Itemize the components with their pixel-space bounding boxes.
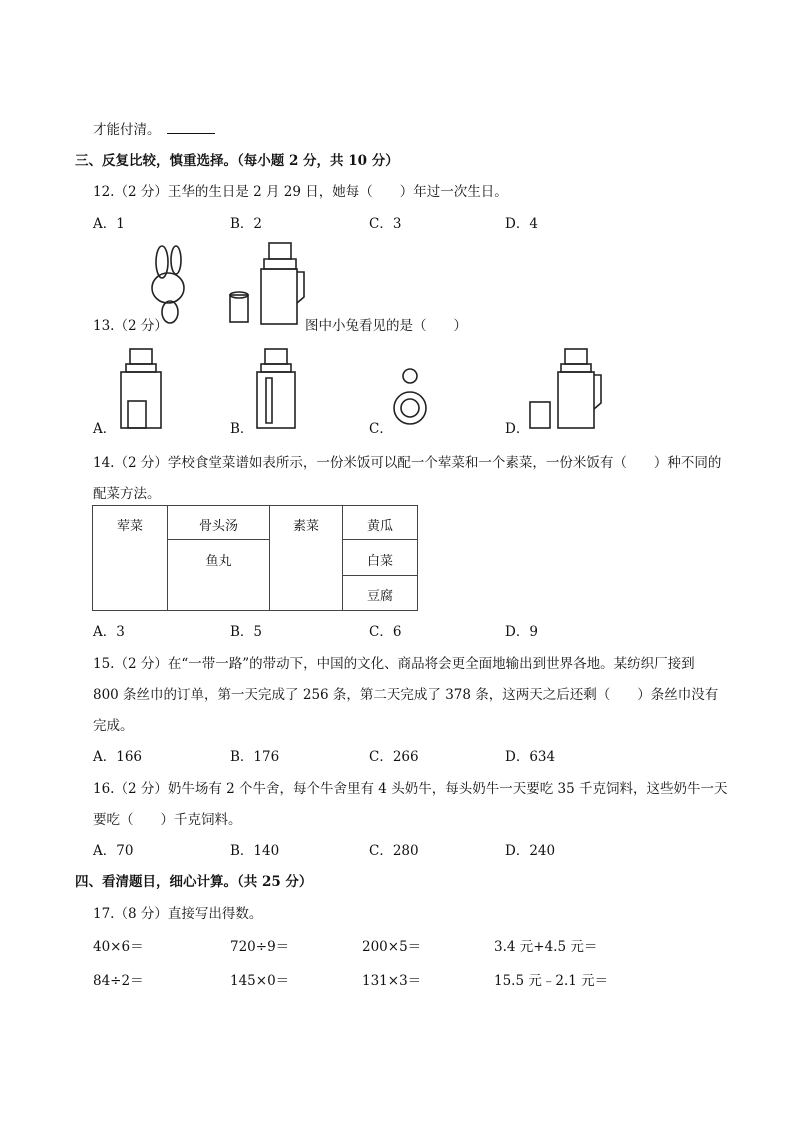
q16-option-c[interactable]: C．280	[369, 843, 419, 859]
q17-item: 3.4 元+4.5 元＝	[494, 939, 598, 955]
q15-option-a[interactable]: A．166	[93, 749, 143, 765]
q17-item: 15.5 元﹣2.1 元＝	[494, 973, 609, 989]
q17-item: 131×3＝	[362, 973, 422, 989]
q12-option-b[interactable]: B．2	[230, 216, 263, 232]
section-3-title: 三、反复比较，慎重选择。（每小题 2 分，共 10 分）	[75, 153, 399, 169]
q17-item: 200×5＝	[362, 939, 422, 955]
q14-text-line1: 14.（2 分）学校食堂菜谱如表所示，一份米饭可以配一个荤菜和一个素菜，一份米饭有（ ）种不同的	[93, 455, 722, 471]
q13-label: 13.（2 分）	[93, 318, 168, 334]
veg-header: 素菜	[270, 506, 343, 611]
q16-option-a[interactable]: A．70	[93, 843, 134, 859]
q15-option-d[interactable]: D．634	[505, 749, 556, 765]
meat-header: 荤菜	[93, 506, 168, 611]
rabbit-icon	[152, 246, 184, 323]
q14-option-b[interactable]: B．5	[230, 624, 263, 640]
q15-text-line3: 完成。	[93, 718, 134, 734]
q15-option-c[interactable]: C．266	[369, 749, 419, 765]
q17-item: 720÷9＝	[230, 939, 290, 955]
q13-option-d[interactable]: D．	[505, 421, 530, 437]
q17-item: 145×0＝	[230, 973, 290, 989]
q15-text-line2: 800 条丝巾的订单，第一天完成了 256 条，第二天完成了 378 条，这两天之后还剩（ ）条丝巾没有	[93, 687, 719, 703]
q14-option-c[interactable]: C．6	[369, 624, 402, 640]
q13-option-a[interactable]: A．	[93, 421, 117, 437]
veg-item: 豆腐	[343, 576, 418, 611]
q17-text: 17.（8 分）直接写出得数。	[93, 906, 263, 922]
q17-item: 84÷2＝	[93, 973, 144, 989]
carryover-line	[93, 118, 215, 138]
q12-option-c[interactable]: C．3	[369, 216, 402, 232]
q14-option-a[interactable]: A．3	[93, 624, 125, 640]
q13-option-a-figure[interactable]	[118, 346, 168, 431]
menu-table	[92, 505, 418, 611]
q13-option-c[interactable]: C．	[369, 421, 393, 437]
q13-option-b[interactable]: B．	[230, 421, 254, 437]
q16-option-b[interactable]: B．140	[230, 843, 280, 859]
thermos-icon	[261, 243, 304, 324]
section-4-title: 四、看清题目，细心计算。（共 25 分）	[75, 874, 313, 890]
q16-text-line1: 16.（2 分）奶牛场有 2 个牛舍，每个牛舍里有 4 头奶牛，每头奶牛一天要吃 35 千克饲料，这些奶牛一天	[93, 781, 728, 797]
cup-icon	[230, 292, 248, 322]
veg-item: 白菜	[343, 540, 418, 576]
q13-option-c-figure[interactable]	[390, 362, 435, 432]
q14-text-line2: 配菜方法。	[93, 486, 161, 502]
q16-option-d[interactable]: D．240	[505, 843, 556, 859]
q13-option-d-figure[interactable]	[527, 346, 607, 431]
q15-text-line1: 15.（2 分）在“一带一路”的带动下，中国的文化、商品将会更全面地输出到世界各地。某纺织厂接到	[93, 656, 695, 672]
q15-option-b[interactable]: B．176	[230, 749, 280, 765]
meat-item: 骨头汤	[168, 506, 270, 540]
carryover-text: 才能付清。	[93, 122, 161, 138]
q12-option-d[interactable]: D．4	[505, 216, 538, 232]
q13-option-b-figure[interactable]	[252, 346, 302, 431]
q12-option-a[interactable]: A．1	[93, 216, 125, 232]
q17-item: 40×6＝	[93, 939, 144, 955]
q13-text: 图中小兔看见的是（ ）	[305, 318, 467, 334]
q12-text: 12.（2 分）王华的生日是 2 月 29 日，她每（ ）年过一次生日。	[93, 184, 508, 200]
meat-item: 鱼丸	[168, 540, 270, 611]
q14-option-d[interactable]: D．9	[505, 624, 538, 640]
veg-item: 黄瓜	[343, 506, 418, 540]
q16-text-line2: 要吃（ ）千克饲料。	[93, 812, 242, 828]
answer-blank[interactable]	[167, 121, 215, 134]
